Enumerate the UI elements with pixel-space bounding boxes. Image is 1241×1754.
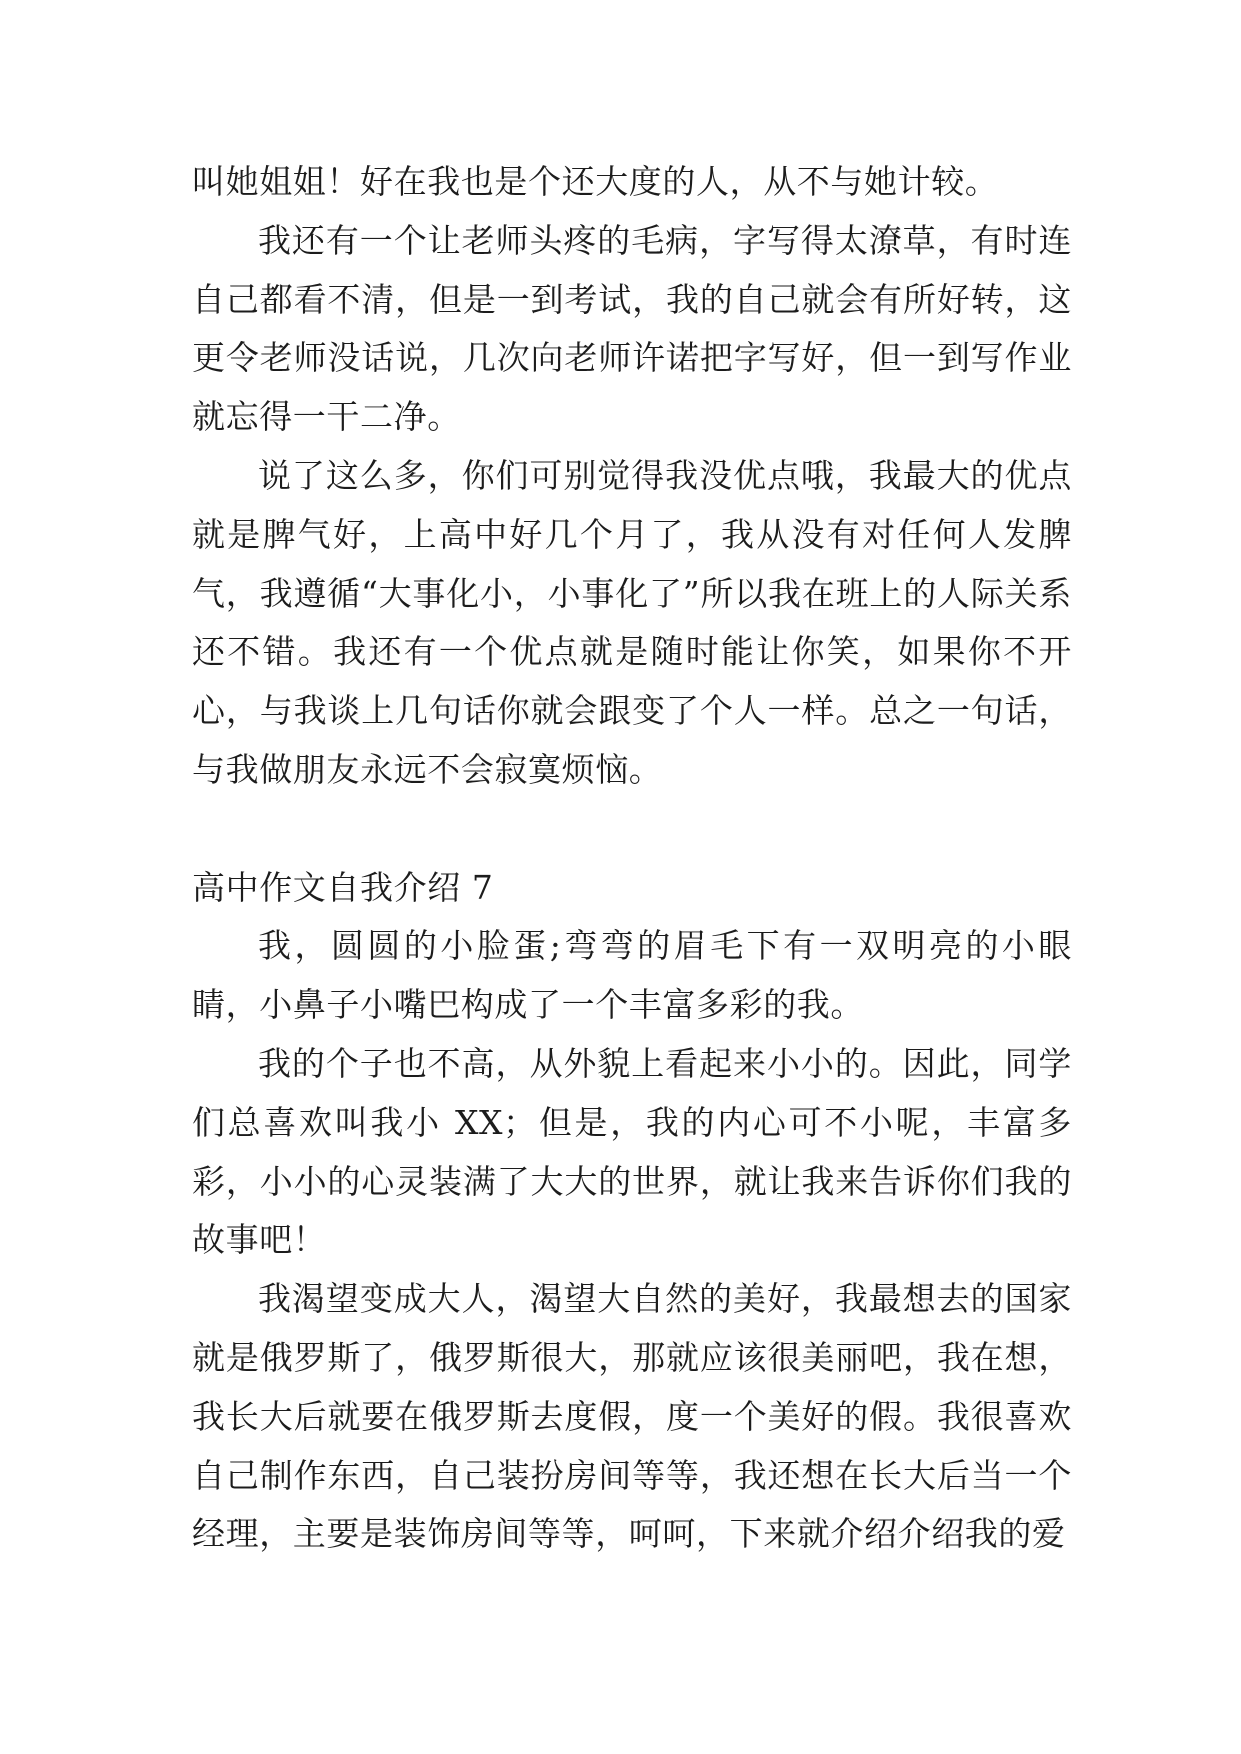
section-heading: 高中作文自我介绍 7 (192, 867, 494, 907)
paragraph: 我渴望变成大人，渴望大自然的美好，我最想去的国家就是俄罗斯了，俄罗斯很大，那就应该很美丽吧，我在想，我长大后就要在俄罗斯去度假，度一个美好的假。我很喜欢自己制作东西，自己装扮房间等等，我还想在长大后当一个经理，主要是装饰房间等等，呵呵，下来就介绍介绍我的爱 (192, 1279, 1072, 1554)
paragraph: 叫她姐姐！好在我也是个还大度的人，从不与她计较。 (192, 162, 999, 201)
paragraph: 我还有一个让老师头疼的毛病，字写得太潦草，有时连自己都看不清，但是一到考试，我的自己就会有所好转，这更令老师没话说，几次向老师许诺把字写好，但一到写作业就忘得一干二净。 (192, 220, 1072, 437)
paragraph: 我，圆圆的小脸蛋;弯弯的眉毛下有一双明亮的小眼睛，小鼻子小嘴巴构成了一个丰富多彩的我。 (192, 926, 1072, 1025)
paragraph: 我的个子也不高，从外貌上看起来小小的。因此，同学们总喜欢叫我小 XX；但是，我的内心可不小呢，丰富多彩，小小的心灵装满了大大的世界，就让我来告诉你们我的故事吧！ (192, 1043, 1072, 1260)
paragraph: 说了这么多，你们可别觉得我没优点哦，我最大的优点就是脾气好，上高中好几个月了，我从没有对任何人发脾气，我遵循“大事化小，小事化了”所以我在班上的人际关系还不错。我还有一个优点就是随时能让你笑，如果你不开心，与我谈上几句话你就会跟变了个人一样。总之一句话，与我做朋友永远不会寂寞烦恼。 (192, 455, 1072, 789)
document-body (192, 153, 1072, 1564)
